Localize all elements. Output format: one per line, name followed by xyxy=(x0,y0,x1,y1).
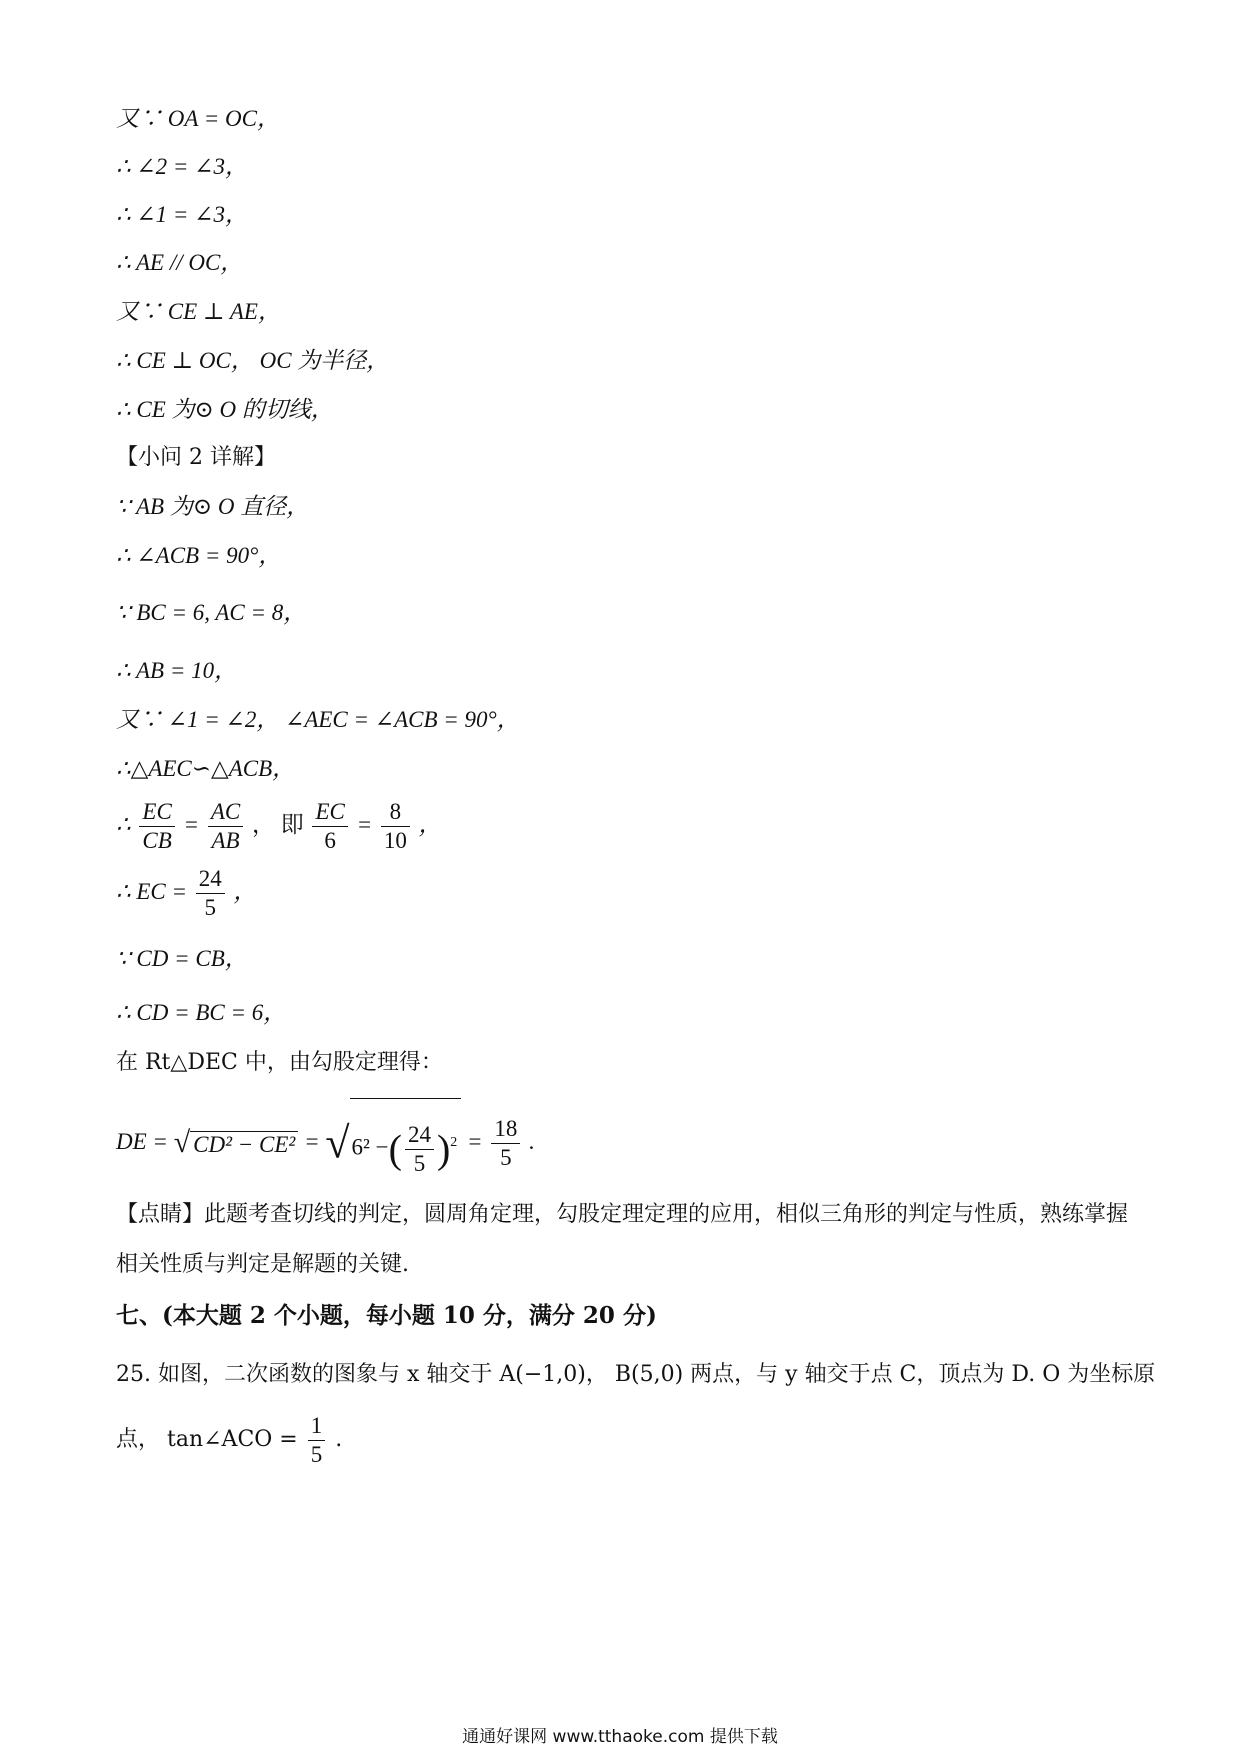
fraction-18-5 xyxy=(491,1115,520,1172)
period: . xyxy=(529,1128,535,1154)
fraction-denominator: 5 xyxy=(413,1150,426,1176)
equals-sign: = xyxy=(356,812,373,837)
fraction-denominator: 5 xyxy=(204,895,217,921)
question-25-line-2 xyxy=(116,1408,342,1472)
fraction-24-5-inner xyxy=(405,1121,434,1178)
fraction-denominator: AB xyxy=(211,828,240,854)
pythagoras-intro: 在 Rt△DEC 中，由勾股定理得： xyxy=(116,1050,443,1075)
radicand-2 xyxy=(350,1098,462,1189)
ec-equation xyxy=(116,862,257,922)
fraction-denominator: 5 xyxy=(310,1441,323,1467)
proof-line-10: ∵ BC = 6, AC = 8， xyxy=(116,600,307,625)
left-paren: ( xyxy=(388,1126,402,1172)
comma: ， xyxy=(418,812,442,837)
proof-line-4: ∴ AE // OC， xyxy=(116,250,244,275)
proof-line-14: ∵ CD = CB， xyxy=(116,946,248,971)
radicand-1: CD² − CE² xyxy=(190,1131,298,1157)
question-25-line-1: 25. 如图，二次函数的图象与 x 轴交于 A(−1,0)， B(5,0) 两点，与 y 轴交于点 C，顶点为 D. O 为坐标原 xyxy=(116,1362,1156,1387)
de-lhs: DE = xyxy=(116,1128,168,1154)
fraction-denominator: 6 xyxy=(324,828,336,854)
section-heading: 七、(本大题 2 个小题，每小题 10 分，满分 20 分) xyxy=(116,1302,657,1329)
fraction-numerator: AC xyxy=(208,798,243,827)
fraction-numerator: 18 xyxy=(491,1115,520,1144)
equals-sign: = xyxy=(467,1128,483,1154)
proof-line-9: ∴ ∠ACB = 90°， xyxy=(116,543,282,568)
proof-line-6: ∴ CE ⊥ OC， OC 为半径， xyxy=(116,348,390,373)
ec-lhs: ∴ EC = xyxy=(116,879,188,904)
fraction-denominator: CB xyxy=(142,828,172,854)
equals-sign: = xyxy=(304,1128,320,1154)
page-footer: 通通好课网 www.tthaoke.com 提供下载 xyxy=(462,1727,778,1747)
fraction-ec-6 xyxy=(312,798,347,855)
proof-line-3: ∴ ∠1 = ∠3， xyxy=(116,202,248,227)
proof-line-5: 又∵ CE ⊥ AE， xyxy=(116,299,281,324)
fraction-8-10 xyxy=(381,798,410,855)
ratio-equation xyxy=(116,795,442,855)
proof-line-8: ∵ AB 为⊙ O 直径， xyxy=(116,494,310,519)
proof-line-15: ∴ CD = BC = 6， xyxy=(116,1000,287,1025)
proof-line-13: ∴△AEC∽△ACB， xyxy=(116,756,296,781)
fraction-numerator: 24 xyxy=(405,1121,434,1150)
fraction-numerator: EC xyxy=(139,798,174,827)
fraction-ec-cb xyxy=(139,798,174,855)
fraction-numerator: 24 xyxy=(196,865,225,894)
sqrt-cd-ce xyxy=(174,1103,299,1185)
tan-lhs: 点， tan∠ACO = xyxy=(116,1427,298,1452)
equals-sign: = xyxy=(183,812,200,837)
radical-sign-icon: √ xyxy=(325,1118,350,1168)
proof-line-7: ∴ CE 为⊙ O 的切线， xyxy=(116,397,334,422)
proof-line-11: ∴ AB = 10， xyxy=(116,658,238,683)
proof-line-1: 又∵ OA = OC， xyxy=(116,106,280,131)
period: . xyxy=(335,1427,343,1452)
namely-text: ， 即 xyxy=(251,812,304,837)
therefore-symbol: ∴ xyxy=(116,812,131,837)
proof-line-12: 又∵ ∠1 = ∠2， ∠AEC = ∠ACB = 90°， xyxy=(116,707,520,732)
fraction-ac-ab xyxy=(208,798,243,855)
subquestion-2-heading: 【小问 2 详解】 xyxy=(116,445,276,470)
fraction-numerator: EC xyxy=(312,798,347,827)
fraction-24-5 xyxy=(196,865,225,922)
de-equation xyxy=(116,1098,535,1189)
exponent-2: 2 xyxy=(450,1135,458,1150)
comment-line-2: 相关性质与判定是解题的关键. xyxy=(116,1252,409,1277)
six-squared-minus: 6² − xyxy=(351,1134,389,1160)
comma: ， xyxy=(233,879,257,904)
fraction-denominator: 5 xyxy=(500,1145,512,1171)
comment-line-1: 【点睛】此题考查切线的判定，圆周角定理，勾股定理定理的应用，相似三角形的判定与性质，熟练掌握 xyxy=(116,1202,1129,1227)
fraction-numerator: 8 xyxy=(381,798,410,827)
right-paren: ) xyxy=(436,1126,451,1172)
sqrt-6-minus-fraction xyxy=(325,1098,461,1189)
radical-sign-icon: √ xyxy=(173,1125,191,1159)
fraction-1-5 xyxy=(308,1412,326,1469)
fraction-denominator: 10 xyxy=(383,828,407,854)
fraction-numerator: 1 xyxy=(308,1412,326,1441)
proof-line-2: ∴ ∠2 = ∠3， xyxy=(116,154,248,179)
